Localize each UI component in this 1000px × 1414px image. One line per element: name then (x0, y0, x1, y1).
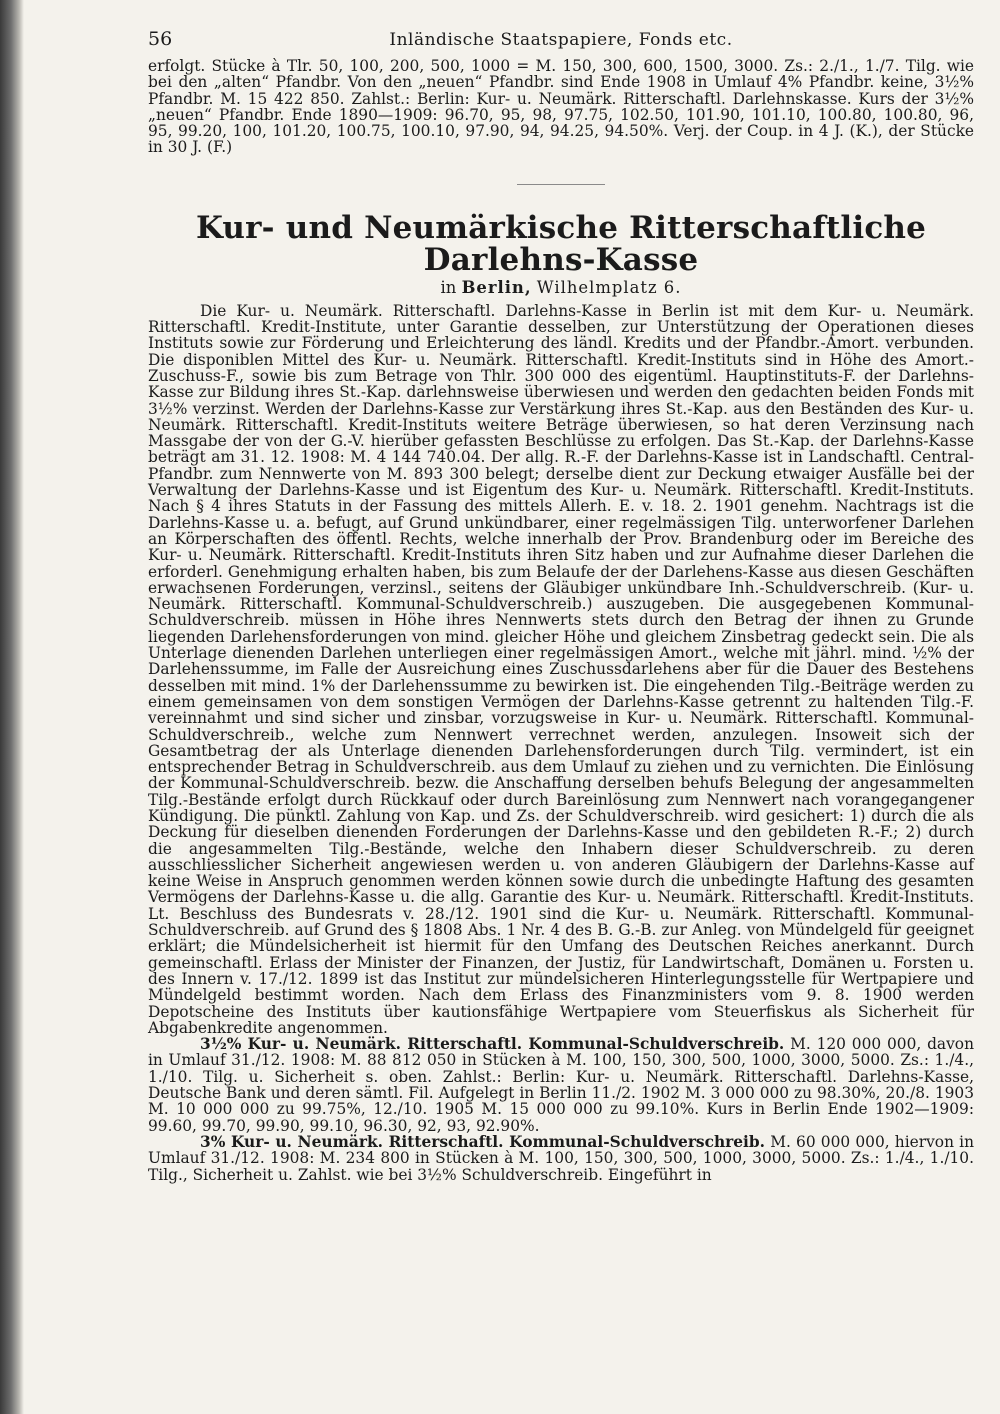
bond-entry-2 (148, 1134, 974, 1183)
bond-title-2: 3% Kur- u. Neumärk. Ritterschaftl. Kommunal-Schuldverschreib. (200, 1132, 766, 1151)
page-number: 56 (148, 28, 173, 50)
scan-binding-edge (0, 0, 24, 1414)
section-title: Kur- und Neumärkische Ritterschaftliche Darlehns-Kasse (195, 209, 927, 278)
running-title: Inländische Staatspapiere, Fonds etc. (389, 30, 733, 50)
location-prefix: in (440, 277, 457, 297)
body-paragraph: Die Kur- u. Neumärk. Ritterschaftl. Darlehns-Kasse in Berlin ist mit dem Kur- u. Neumärk. Ritterschaftl. Kredit-Institute, unter Garantie desselben, zur Unterstützung der Operationen dieses Instituts sowie zur Förderung und Erleichterung des ländl. Kredits und der Pfandbr.-Amort. verbunden. Die disponiblen Mittel des Kur- u. Neumärk. Ritterschaftl. Kredit-Instituts sind in Höhe des Amort.-Zuschuss-F., sowie bis zum Betrage von Thlr. 300 000 des eigentüml. Hauptinstituts-F. der Darlehns-Kasse zur Bildung ihres St.-Kap. darlehnsweise überwiesen und werden den gedachten beiden Fonds mit 3½% verzinst. Werden der Darlehns-Kasse zur Verstärkung ihres St.-Kap. aus den Beständen des Kur- u. Neumärk. Ritterschaftl. Kredit-Instituts weitere Beträge überwiesen, so hat deren Verzinsung nach Massgabe der von der G.-V. hierüber gefassten Beschlüsse zu erfolgen. Das St.-Kap. der Darlehns-Kasse beträgt am 31. 12. 1908: M. 4 144 740.04. Der allg. R.-F. der Darlehns-Kasse ist in Landschaftl. Central-Pfandbr. zum Nennwerte von M. 893 300 belegt; derselbe dient zur Deckung etwaiger Ausfälle bei der Verwaltung der Darlehns-Kasse und ist Eigentum des Kur- u. Neumärk. Ritterschaftl. Kredit-Instituts. Nach § 4 ihres Statuts in der Fassung des mittels Allerh. E. v. 18. 2. 1901 genehm. Nachtrags ist die Darlehns-Kasse u. a. befugt, auf Grund unkündbarer, einer regelmässigen Tilg. unterworfener Darlehen an Körperschaften des öffentl. Rechts, welche innerhalb der Prov. Brandenburg oder im Bereiche des Kur- u. Neumärk. Ritterschaftl. Kredit-Instituts ihren Sitz haben und zur Aufnahme dieser Darlehen die erforderl. Genehmigung erhalten haben, bis zum Belaufe der der Darlehens-Kasse aus diesen Geschäften erwachsenen Forderungen, verzinsl., seitens der Gläubiger unkündbare Inh.-Schuldverschreib. (Kur- u. Neumärk. Ritterschaftl. Kommunal-Schuldverschreib.) auszugeben. Die ausgegebenen Kommunal-Schuldverschreib. müssen in Höhe ihres Nennwerts stets durch den Betrag der ihnen zu Grunde liegenden Darlehensforderungen von mind. gleicher Höhe und gleichem Zinsbetrag gedeckt sein. Die als Unterlage dienenden Darlehen unterliegen einer regelmässigen Amort., welche mit jährl. mind. ½% der Darlehenssumme, im Falle der Ausreichung eines Zuschussdarlehens aber für die Dauer des Bestehens desselben mit mind. 1% der Darlehenssumme zu bewirken ist. Die eingehenden Tilg.-Beiträge werden zu einem gemeinsamen von dem sonstigen Vermögen der Darlehns-Kasse getrennt zu haltenden Tilg.-F. vereinnahmt und sind sicher und zinsbar, vorzugsweise in Kur- u. Neumärk. Ritterschaftl. Kommunal-Schuldverschreib., welche zum Nennwert verrechnet werden, anzulegen. Insoweit sich der Gesamtbetrag der als Unterlage dienenden Darlehensforderungen durch Tilg. vermindert, ist ein entsprechender Betrag in Schuldverschreib. aus dem Umlauf zu ziehen und zu vernichten. Die Einlösung der Kommunal-Schuldverschreib. bezw. die Anschaffung derselben behufs Belegung der angesammelten Tilg.-Bestände erfolgt durch Rückkauf oder durch Bareinlösung zum Nennwert nach vorangegangener Kündigung. Die pünktl. Zahlung von Kap. und Zs. der Schuldverschreib. wird gesichert: 1) durch die als Deckung für dieselben dienenden Forderungen der Darlehns-Kasse und den gebildeten R.-F.; 2) durch die angesammelten Tilg.-Bestände, welche den Inhabern dieser Schuldverschreib. zu deren ausschliesslicher Sicherheit angewiesen werden u. von anderen Gläubigern der Darlehns-Kasse auf keine Weise in Anspruch genommen werden können sowie durch die unbedingte Haftung des gesamten Vermögens der Darlehns-Kasse u. die allg. Garantie des Kur- u. Neumärk. Ritterschaftl. Kredit-Instituts. Lt. Beschluss des Bundesrats v. 28./12. 1901 sind die Kur- u. Neumärk. Ritterschaftl. Kommunal-Schuldverschreib. auf Grund des § 1808 Abs. 1 Nr. 4 des B. G.-B. zur Anleg. von Mündelgeld für geeignet erklärt; die Mündelsicherheit ist hiermit für den Umfang des Deutschen Reiches anerkannt. Durch gemeinschaftl. Erlass der Minister der Finanzen, der Justiz, für Landwirtschaft, Domänen u. Forsten u. des Innern v. 17./12. 1899 ist das Institut zur mündelsicheren Hinterlegungsstelle für Wertpapiere und Mündelgeld bestimmt worden. Nach dem Erlass des Finanzministers vom 9. 8. 1900 werden Depotscheine des Instituts über kautionsfähige Wertpapiere vom Steuerfiskus als Sicherheit für Abgabenkredite angenommen. (148, 301, 974, 1037)
location-address: Wilhelmplatz 6. (536, 277, 682, 297)
location-city: Berlin, (461, 277, 532, 297)
section-location (148, 278, 974, 297)
running-header (148, 28, 974, 58)
bond-entry-1 (148, 1036, 974, 1134)
bond-text-2: M. 60 000 000, hiervon in Umlauf 31./12. 1908: M. 234 800 in Stücken à M. 100, 150, 300, 500, 1000, 3000, 5000. Zs.: 1./4., 1./10. Tilg., Sicherheit u. Zahlst. wie bei 3½% Schuldverschreib. Eingeführt in (148, 1132, 974, 1184)
intro-paragraph: erfolgt. Stücke à Tlr. 50, 100, 200, 500, 1000 = M. 150, 300, 600, 1500, 3000. Zs.: 2./1., 1./7. Tilg. wie bei den „alten“ Pfandbr. Von den „neuen“ Pfandbr. sind Ende 1908 in Umlauf 4% Pfandbr. keine, 3½% Pfandbr. M. 15 422 850. Zahlst.: Berlin: Kur- u. Neumärk. Ritterschaftl. Darlehnskasse. Kurs der 3½% „neuen“ Pfandbr. Ende 1890—1909: 96.70, 95, 98, 97.75, 102.50, 101.90, 101.10, 100.80, 100.80, 96, 95, 99.20, 100, 101.20, 100.75, 100.10, 97.90, 94, 94.25, 94.50%. Verj. der Coup. in 4 J. (K.), der Stücke in 30 J. (F.) (148, 57, 974, 157)
document-page (148, 28, 974, 1183)
bond-text-1: M. 120 000 000, davon in Umlauf 31./12. 1908: M. 88 812 050 in Stücken à M. 100, 150, 300, 500, 1000, 3000, 5000. Zs.: 1./4., 1./10. Tilg. u. Sicherheit s. oben. Zahlst.: Berlin: Kur- u. Neumärk. Ritterschaftl. Darlehns-Kasse, Deutsche Bank und deren sämtl. Fil. Aufgelegt in Berlin 11./2. 1902 M. 3 000 000 zu 98.30%, 20./8. 1903 M. 10 000 000 zu 99.75%, 12./10. 1905 M. 15 000 000 zu 99.10%. Kurs in Berlin Ende 1902—1909: 99.60, 99.70, 99.90, 99.10, 96.30, 92, 93, 92.90%. (148, 1035, 974, 1135)
bond-title-1: 3½% Kur- u. Neumärk. Ritterschaftl. Kommunal-Schuldverschreib. (200, 1035, 785, 1054)
section-divider (517, 184, 605, 185)
